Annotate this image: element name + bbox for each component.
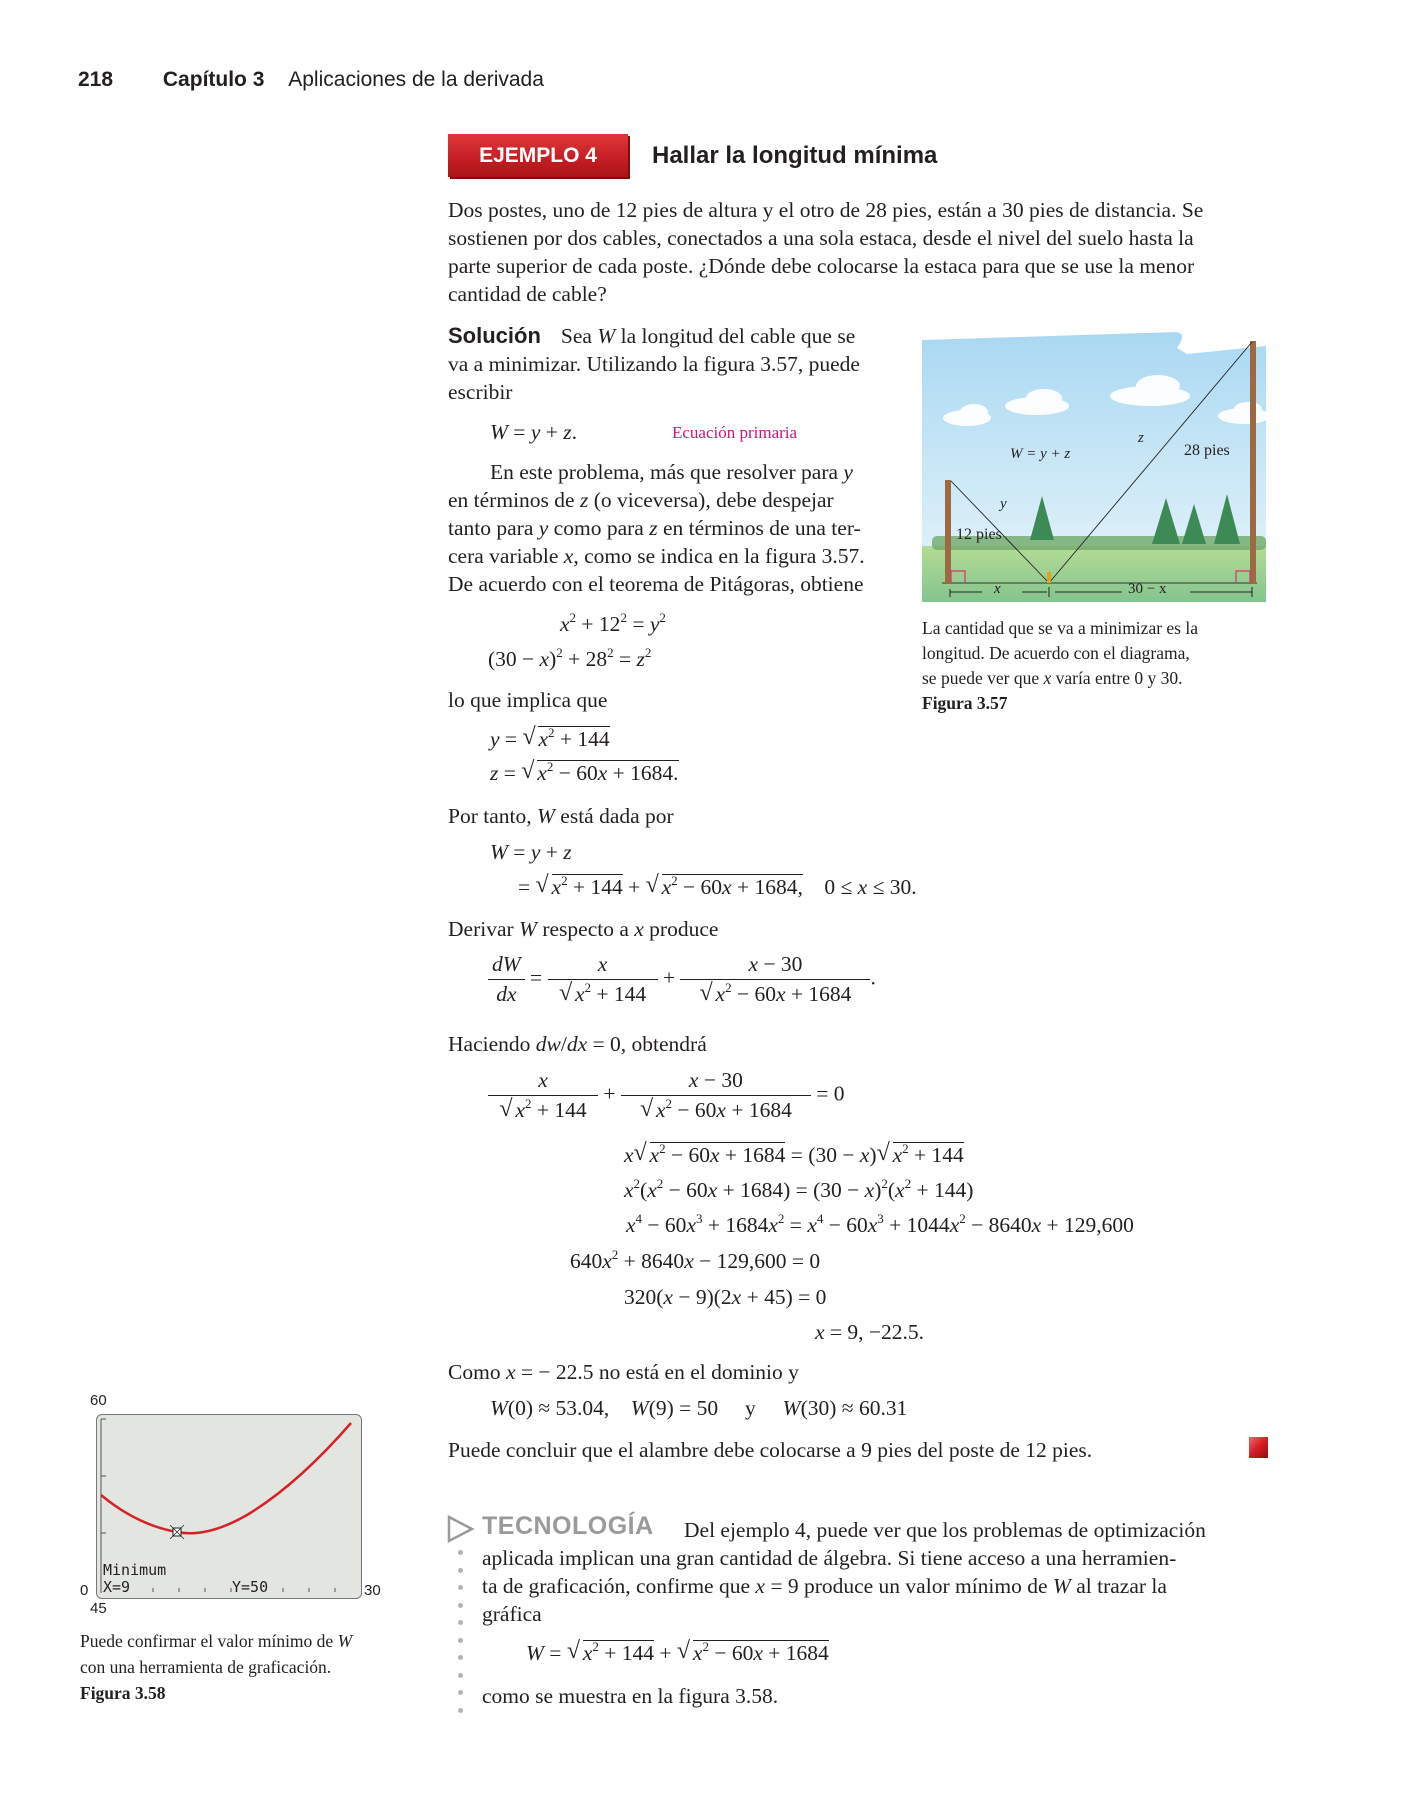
screen-x-value: X=9 [103, 1578, 131, 1596]
pythagoras-eq-2: $(30 - x)^2 + 28^2 = z^2$ [488, 645, 652, 671]
figure-3-58-title: Figura 3.58 [80, 1683, 166, 1703]
axis-xmin-label: 0 [80, 1582, 89, 1599]
w-equation-1: W = y + z [490, 840, 572, 864]
zero-equation: x √ $x^2 + 144$ + x − 30 √ $x^2 - 60x + 1684$ = 0 [488, 1068, 845, 1123]
technology-closing: como se muestra en la figura 3.58. [482, 1684, 779, 1708]
axis-xmax-label: 30 [364, 1582, 381, 1599]
figure-3-57-title: Figura 3.57 [922, 693, 1008, 713]
figure-3-57 [922, 326, 1266, 602]
step-2: $x^2(x^2 - 60x + 1684) = (30 - x)^2(x^2 + 144)$ [624, 1176, 974, 1202]
example-badge [448, 134, 628, 177]
axis-ymin-label: 45 [90, 1600, 107, 1617]
technology-arrow-icon [446, 1514, 476, 1549]
technology-dotted-rule [458, 1550, 463, 1725]
technology-label: TECNOLOGÍA [482, 1512, 654, 1540]
solution-label: Solución [448, 323, 541, 348]
label-12-pies: 12 pies [956, 526, 1002, 543]
solution-paragraph-2: En este problema, más que resolver para y en términos de z (o viceversa), debe despejar tanto para y como para z en términos de una ter- cera variable x, como se indica en la figura 3.57. De acuerdo con el teorema de Pitágoras, obtiene [448, 460, 865, 596]
therefore-text: Por tanto, W está dada por [448, 804, 674, 828]
y-equation: y = √ $x^2 + 144$ [490, 726, 610, 752]
step-5: 320(x − 9)(2x + 45) = 0 [624, 1285, 827, 1309]
evaluations: W(0) ≈ 53.04, W(9) = 50 y W(30) ≈ 60.31 [490, 1396, 908, 1420]
pythagoras-eq-1: $x^2 + 12^2 = y^2$ [560, 610, 666, 636]
chapter-label: Capítulo 3 [162, 68, 265, 91]
example-title: Hallar la longitud mínima [652, 142, 938, 169]
problem-line: sostienen por dos cables, conectados a una sola estaca, desde el nivel del suelo hasta la [448, 226, 1194, 250]
primary-equation-note: Ecuación primaria [672, 423, 798, 442]
w-equation-2: = √ $x^2 + 144$ + √ $x^2 - 60x + 1684$, 0 ≤ x ≤ 30. [518, 874, 917, 900]
derive-text: Derivar W respecto a x produce [448, 917, 719, 941]
label-y: y [1000, 496, 1007, 512]
example-badge-label: EJEMPLO 4 [479, 144, 597, 167]
screen-minimum-label: Minimum [103, 1561, 167, 1579]
technology-line-1: Del ejemplo 4, puede ver que los problemas de optimización [684, 1518, 1206, 1542]
primary-equation: W = y + z. [490, 420, 577, 444]
poles-cable-diagram [922, 326, 1266, 602]
label-z: z [1138, 430, 1144, 446]
technology-body: aplicada implican una gran cantidad de álgebra. Si tiene acceso a una herramien- ta de graficación, confirme que x = 9 produce un valor mínimo de W al trazar la gráfica [482, 1546, 1177, 1626]
step-1: x √ $x^2 - 60x + 1684 = (30 - x)$ √ $x^2 + 144$ [624, 1142, 964, 1168]
axis-ymax-label: 60 [90, 1392, 107, 1409]
step-3: $x^4 - 60x^3 + 1684x^2 = x^4 - 60x^3 + 1044x^2 - 8640x + 129,600$ [626, 1211, 1134, 1237]
derivative-equation: $\frac{dW}{dx}$ = x √ $x^2 + 144$ + x − 30 √ $x^2 - 60x + 1684$ . [488, 952, 876, 1007]
page-number: 218 [78, 68, 114, 91]
label-30-minus-x: 30 − x [1128, 581, 1167, 597]
step-4: $640x^2 + 8640x - 129,600 = 0$ [570, 1247, 821, 1273]
solution-intro: Solución Sea W la longitud del cable que se va a minimizar. Utilizando la figura 3.57, puede escribir [448, 323, 860, 404]
problem-line: cantidad de cable? [448, 282, 607, 306]
running-header [78, 68, 544, 92]
problem-statement [448, 196, 1278, 308]
domain-text: Como x = − 22.5 no está en el dominio y [448, 1360, 799, 1384]
end-of-example-marker [1249, 1437, 1268, 1458]
figure-3-58-caption: Puede confirmar el valor mínimo de W con una herramienta de graficación. Figura 3.58 [80, 1628, 430, 1706]
problem-line: Dos postes, uno de 12 pies de altura y el otro de 28 pies, están a 30 pies de distancia. Se [448, 198, 1204, 222]
conclusion: Puede concluir que el alambre debe colocarse a 9 pies del poste de 12 pies. [448, 1438, 1093, 1462]
setting-text: Haciendo dw/dx = 0, obtendrá [448, 1032, 707, 1056]
label-x: x [994, 581, 1001, 597]
implies-text: lo que implica que [448, 688, 608, 712]
calculator-screen [96, 1414, 362, 1599]
label-28-pies: 28 pies [1184, 442, 1230, 459]
figure-3-57-caption: La cantidad que se va a minimizar es la longitud. De acuerdo con el diagrama, se puede ver que x varía entre 0 y 30. Figura 3.57 [922, 616, 1272, 716]
z-equation: z = √ $x^2 - 60x + 1684$. [490, 760, 679, 786]
technology-equation: W = √ $x^2 + 144$ + √ $x^2 - 60x + 1684$ [526, 1640, 829, 1666]
screen-y-value: Y=50 [232, 1578, 269, 1596]
label-w-equation: W = y + z [1010, 446, 1071, 462]
step-6: x = 9, −22.5. [815, 1320, 925, 1344]
chapter-title: Aplicaciones de la derivada [288, 68, 544, 91]
problem-line: parte superior de cada poste. ¿Dónde debe colocarse la estaca para que se use la menor [448, 254, 1195, 278]
